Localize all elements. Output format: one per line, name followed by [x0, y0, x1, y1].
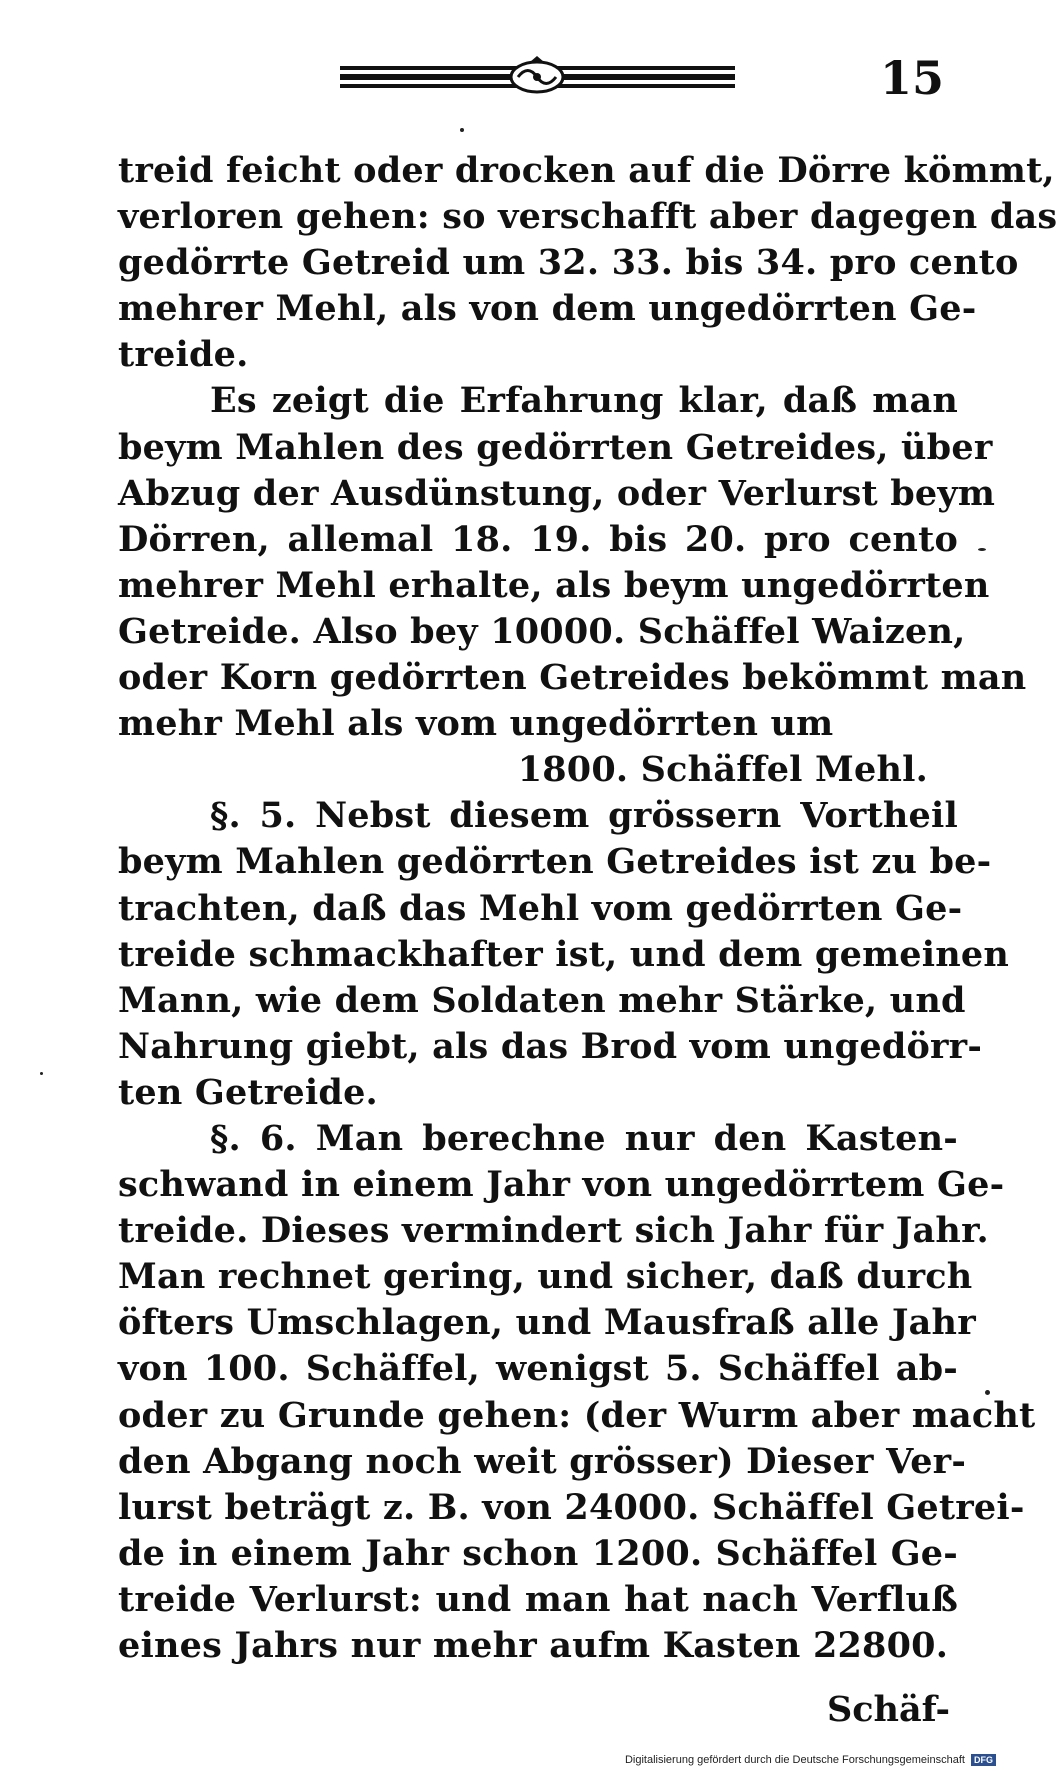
text-line: verloren gehen: so verschafft aber dagegen das — [118, 196, 1057, 238]
text-line: oder zu Grunde gehen: (der Wurm aber macht — [118, 1394, 1036, 1436]
paragraph-start-line: Es zeigt die Erfahrung klar, daß man — [210, 380, 958, 422]
text-line: schwand in einem Jahr von ungedörrtem Ge- — [118, 1164, 1005, 1206]
text-line: de in einem Jahr schon 1200. Schäffel Ge- — [118, 1532, 958, 1574]
text-line: beym Mahlen des gedörrten Getreides, über — [118, 426, 993, 468]
body-text — [118, 148, 1057, 1669]
digitization-credit — [560, 1752, 996, 1768]
text-line: Nahrung giebt, als das Brod vom ungedörr- — [118, 1025, 983, 1067]
right-aligned-total-line: 1800. Schäffel Mehl. — [517, 749, 928, 791]
text-line: den Abgang noch weit grösser) Dieser Ver- — [118, 1440, 967, 1482]
catchword: Schäf- — [826, 1689, 950, 1730]
text-line: Man rechnet gering, und sicher, daß durch — [118, 1256, 973, 1298]
ink-speck — [985, 1390, 990, 1395]
ink-speck — [460, 128, 464, 132]
text-line: oder Korn gedörrten Getreides bekömmt man — [118, 657, 1027, 699]
text-line: gedörrte Getreid um 32. 33. bis 34. pro cento — [118, 242, 1019, 284]
section-6-heading-line: §. 6. Man berechne nur den Kasten- — [210, 1117, 958, 1159]
text-line: treid feicht oder drocken auf die Dörre kömmt, — [118, 150, 1055, 191]
text-line: eines Jahrs nur mehr aufm Kasten 22800. — [118, 1625, 949, 1666]
decorative-rule-ornament-icon — [340, 58, 735, 96]
text-line: treide. — [118, 334, 249, 376]
text-line: Getreide. Also bey 10000. Schäffel Waizen, — [118, 610, 966, 652]
ink-speck — [40, 1072, 43, 1075]
dfg-logo-icon: DFG — [971, 1754, 996, 1766]
text-line: von 100. Schäffel, wenigst 5. Schäffel ab- — [118, 1348, 958, 1390]
text-line: Mann, wie dem Soldaten mehr Stärke, und — [118, 979, 966, 1021]
text-line: treide Verlurst: und man hat nach Verfluß — [118, 1578, 958, 1620]
text-line: lurst beträgt z. B. von 24000. Schäffel Getrei- — [118, 1486, 1025, 1528]
page-number: 15 — [880, 51, 945, 105]
text-line: beym Mahlen gedörrten Getreides ist zu be- — [118, 841, 992, 883]
text-line: treide. Dieses vermindert sich Jahr für Jahr. — [118, 1210, 989, 1252]
text-line: trachten, daß das Mehl vom gedörrten Ge- — [118, 887, 963, 929]
text-line: ten Getreide. — [118, 1071, 378, 1113]
text-line: mehr Mehl als vom ungedörrten um — [118, 703, 834, 745]
text-line: öfters Umschlagen, und Mausfraß alle Jahr — [118, 1302, 976, 1344]
credit-text: Digitalisierung gefördert durch die Deutsche Forschungsgemeinschaft — [624, 1754, 965, 1766]
text-line: mehrer Mehl erhalte, als beym ungedörrten — [118, 564, 990, 606]
text-line: Abzug der Ausdünstung, oder Verlurst beym — [118, 472, 996, 514]
section-5-heading-line: §. 5. Nebst diesem grössern Vortheil — [210, 795, 958, 837]
text-line: Dörren, allemal 18. 19. bis 20. pro cento — [118, 518, 958, 560]
ink-speck — [978, 548, 986, 551]
text-line: treide schmackhafter ist, und dem gemeinen — [118, 933, 1010, 975]
text-line: mehrer Mehl, als von dem ungedörrten Ge- — [118, 288, 977, 330]
